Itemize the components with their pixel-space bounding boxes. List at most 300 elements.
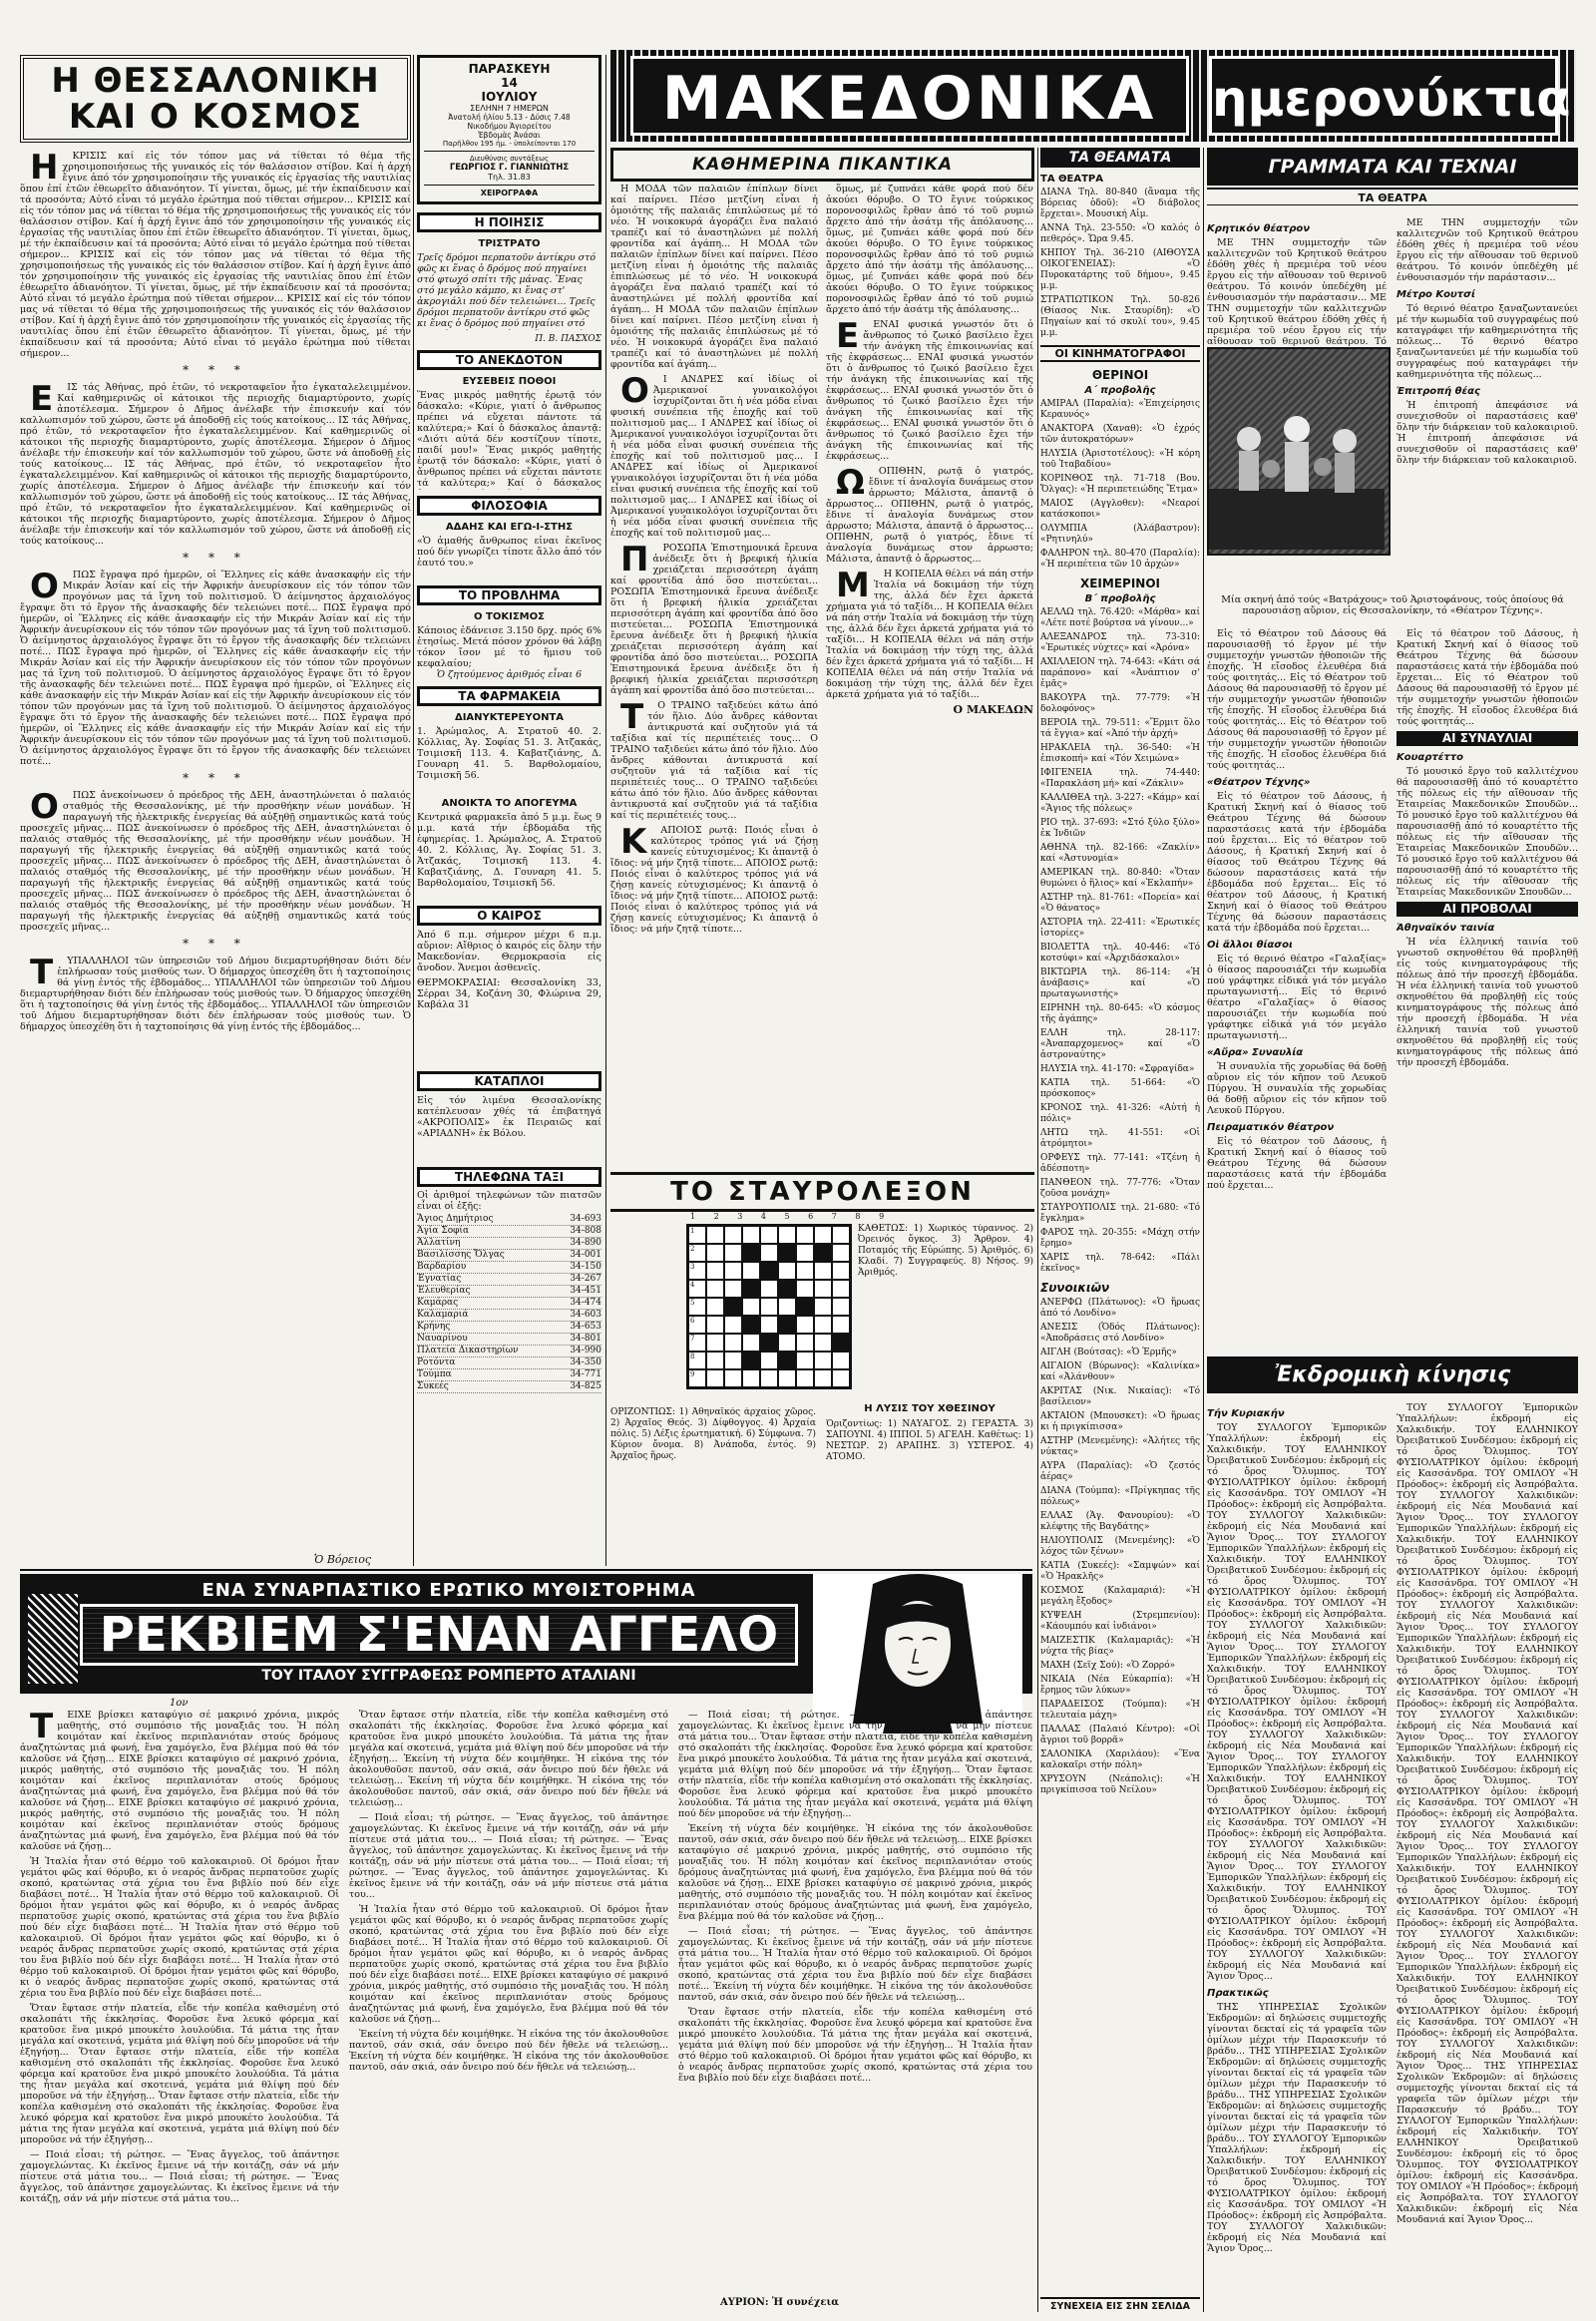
taxi-row (417, 1262, 601, 1274)
novel-para-5: Ὅταν ἔφτασε στήν πλατεία, εἶδε τήν κοπέλα καθισμένη στό σκαλοπάτι τῆς ἐκκλησίας. Φοροῦσε ἕνα λευκό φόρεμα καί κρατοῦσε ἕνα μικρό μπουκέτο λουλούδια. Τά μάτια της ἦταν μεγάλα καί σκοτεινά, γεμάτα μιά θλίψη πού δέν μποροῦσε νά τήν ἐξηγήσῃ... Ἐκείνη τή νύχτα δέν κοιμήθηκε. Ἡ εἰκόνα της τόν ἀκολουθοῦσε παντοῦ, σάν σκιά, σάν ὄνειρο πού δέν ἤθελε νά τελειώσῃ... Ἐκείνη τή νύχτα δέν κοιμήθηκε. Ἡ εἰκόνα της τόν ἀκολουθοῦσε παντοῦ, σάν σκιά, σάν ὄνειρο πού δέν ἤθελε νά τελειώσῃ... (349, 1710, 668, 1808)
date-phone: Τηλ. 31.83 (488, 173, 531, 182)
daily-signature: Ο ΜΑΚΕΔΩΝ (953, 703, 1033, 716)
date-sun: Ἀνατολή ἡλίου 5.13 - Δύσις 7.48 (448, 113, 571, 122)
pharmacies-duty-list: 1. Ἀρώμαλος, Α. Στρατοῦ 40. 2. Κόλλιας, Ἁγ. Σοφίας 51. 3. Ἀτζακάς, Τσιμισκῆ 113. 4. Καβατζιάνης, Δ. Γουναρη 41. 5. Βαρθολομαίου, Τσιμισκῆ 56. (417, 726, 601, 781)
cinema-listing: ΑΝΕΣΙΣ (Ὁδός Πλάτωνος): «Ἀποδράσεις στό Λονδίνο» (1040, 1323, 1200, 1344)
anecdote-title: ΕΥΣΕΒΕΙΣ ΠΟΘΟΙ (462, 376, 557, 387)
taxi-stand-phone: 34-693 (570, 1214, 601, 1224)
crossword-cell (760, 1316, 778, 1334)
letters-theaters: ΤΑ ΘΕΑΤΡΑ (1207, 192, 1578, 205)
cinema-listing: ΑΣΤΟΡΙΑ τηλ. 22-411: «Ἐρωτικές ἱστορίες» (1040, 918, 1200, 939)
novel-para-4: — Ποιά εἶσαι; τή ρώτησε. — Ἕνας ἄγγελος, τοῦ ἀπάντησε χαμογελώντας. Κι ἐκεῖνος ἔμεινε νά τήν κοιτάζῃ, σάν νά μήν πίστευε στά μάτια του... — Ποιά εἶσαι; τή ρώτησε. — Ἕνας ἄγγελος, τοῦ ἀπάντησε χαμογελώντας. Κι ἐκεῖνος ἔμεινε νά τήν κοιτάζῃ, σάν νά μήν πίστευε στά μάτια του... (20, 2149, 339, 2204)
banner-sub: ημερονύκτια (1209, 56, 1558, 136)
cinema-listing: ΧΡΥΣΟΥΝ (Νεάπολις): «Ἡ πριγκίπισσα τοῦ Νείλου» (1040, 1774, 1200, 1795)
daily-col2-para-3: Ω ΟΠΙΘΗΝ, ρωτᾷ ὁ γιατρός, ἔδινε τί ἀναλογία δυνάμεως στον ἀρρωστο; Μάλιστα, ἀπαντᾷ ὁ ἄρρωστος... ΟΠΙΘΗΝ, ρωτᾷ ὁ γιατρός, ἔδινε τί ἀναλογία δυνάμεως στον ἀρρωστο; Μάλιστα, ἀπαντᾷ ὁ ἄρρωστος... ΟΠΙΘΗΝ, ρωτᾷ ὁ γιατρός, ἔδινε τί ἀναλογία δυνάμεως στον ἀρρωστο; Μάλιστα, ἀπαντᾷ ὁ ἄρρωστος... (826, 463, 1033, 565)
date-day: ΠΑΡΑΣΚΕΥΗ (468, 62, 551, 76)
cinema-listing: ΡΙΟ τηλ. 37-693: «Στό ξύλο ξύλο» ἐκ Ἰνδιῶν (1040, 818, 1200, 839)
excursion-header: Ἐκδρομικὴ κίνησις (1207, 1356, 1578, 1393)
crossword-cell (724, 1262, 742, 1280)
cinema-listing: ΑΥΡΑ (Παραλίας): «Ὁ ζεστός ἀέρας» (1040, 1461, 1200, 1482)
theaters-list (1040, 188, 1200, 339)
cinema-listing: ΒΙΟΛΕΤΤΑ τηλ. 40-446: «Τό κοτσύφι» καί «Ἀρχιδάσκαλοι» (1040, 943, 1200, 964)
crossword-cell (742, 1369, 760, 1387)
crossword-cell (796, 1298, 814, 1316)
excursion-body-1: ΤΟΥ ΣΥΛΛΟΓΟΥ Ἐμπορικῶν Ὑπαλλήλων: ἐκδρομή εἰς Χαλκιδικήν. ΤΟΥ ΕΛΛΗΝΙΚΟΥ Ὀρειβατικοῦ Συνδέσμου: ἐκδρομή εἰς τό ὄρος Ὄλυμπος. ΤΟΥ ΦΥΣΙΟΛΑΤΡΙΚΟΥ ὁμίλου: ἐκδρομή εἰς Κασσάνδρα. ΤΟΥ ΟΜΙΛΟΥ «Ἡ Πρόοδος»: ἐκδρομή εἰς Ἀσπρόβαλτα. ΤΟΥ ΣΥΛΛΟΓΟΥ Χαλκιδικῶν: ἐκδρομή εἰς Νέα Μουδανιά καί Ἅγιον Ὄρος... ΤΟΥ ΣΥΛΛΟΓΟΥ Ἐμπορικῶν Ὑπαλλήλων: ἐκδρομή εἰς Χαλκιδικήν. ΤΟΥ ΕΛΛΗΝΙΚΟΥ Ὀρειβατικοῦ Συνδέσμου: ἐκδρομή εἰς τό ὄρος Ὄλυμπος. ΤΟΥ ΦΥΣΙΟΛΑΤΡΙΚΟΥ ὁμίλου: ἐκδρομή εἰς Κασσάνδρα. ΤΟΥ ΟΜΙΛΟΥ «Ἡ Πρόοδος»: ἐκδρομή εἰς Ἀσπρόβαλτα. ΤΟΥ ΣΥΛΛΟΓΟΥ Χαλκιδικῶν: ἐκδρομή εἰς Νέα Μουδανιά καί Ἅγιον Ὄρος... ΤΟΥ ΣΥΛΛΟΓΟΥ Ἐμπορικῶν Ὑπαλλήλων: ἐκδρομή εἰς Χαλκιδικήν. ΤΟΥ ΕΛΛΗΝΙΚΟΥ Ὀρειβατικοῦ Συνδέσμου: ἐκδρομή εἰς τό ὄρος Ὄλυμπος. ΤΟΥ ΦΥΣΙΟΛΑΤΡΙΚΟΥ ὁμίλου: ἐκδρομή εἰς Κασσάνδρα. ΤΟΥ ΟΜΙΛΟΥ «Ἡ Πρόοδος»: ἐκδρομή εἰς Ἀσπρόβαλτα. ΤΟΥ ΣΥΛΛΟΓΟΥ Χαλκιδικῶν: ἐκδρομή εἰς Νέα Μουδανιά καί Ἅγιον Ὄρος... ΤΟΥ ΣΥΛΛΟΓΟΥ Ἐμπορικῶν Ὑπαλλήλων: ἐκδρομή εἰς Χαλκιδικήν. ΤΟΥ ΕΛΛΗΝΙΚΟΥ Ὀρειβατικοῦ Συνδέσμου: ἐκδρομή εἰς τό ὄρος Ὄλυμπος. ΤΟΥ ΦΥΣΙΟΛΑΤΡΙΚΟΥ ὁμίλου: ἐκδρομή εἰς Κασσάνδρα. ΤΟΥ ΟΜΙΛΟΥ «Ἡ Πρόοδος»: ἐκδρομή εἰς Ἀσπρόβαλτα. ΤΟΥ ΣΥΛΛΟΓΟΥ Χαλκιδικῶν: ἐκδρομή εἰς Νέα Μουδανιά καί Ἅγιον Ὄρος... ΤΟΥ ΣΥΛΛΟΓΟΥ Ἐμπορικῶν Ὑπαλλήλων: ἐκδρομή εἰς Χαλκιδικήν. ΤΟΥ ΕΛΛΗΝΙΚΟΥ Ὀρειβατικοῦ Συνδέσμου: ἐκδρομή εἰς τό ὄρος Ὄλυμπος. ΤΟΥ ΦΥΣΙΟΛΑΤΡΙΚΟΥ ὁμίλου: ἐκδρομή εἰς Κασσάνδρα. ΤΟΥ ΟΜΙΛΟΥ «Ἡ Πρόοδος»: ἐκδρομή εἰς Ἀσπρόβαλτα. ΤΟΥ ΣΥΛΛΟΓΟΥ Χαλκιδικῶν: ἐκδρομή εἰς Νέα Μουδανιά καί Ἅγιον Ὄρος... (1207, 1422, 1387, 1982)
taxi-header: ΤΗΛΕΦΩΝΑ ΤΑΞΙ (417, 1167, 601, 1187)
cinema-listing: ΑΜΕΡΙΚΑΝ τηλ. 80-840: «Ὅταν θυμώνει ὁ ἥλιος» καί «Ἐκλαπήν» (1040, 868, 1200, 889)
date-moon: ΣΕΛΗΝΗ 7 ΗΜΕΡΩΝ (470, 104, 549, 113)
cinema-listing: ΑΚΤΑΙΟΝ (Μπουσκετ): «Ὁ ἥρωας κι ἡ πριγκίπισσα» (1040, 1411, 1200, 1432)
banner (610, 50, 1576, 142)
left-column (20, 55, 411, 1566)
crossword-cell (814, 1280, 832, 1298)
cinema-listing: ΣΑΛΟΝΙΚΑ (Χαριλάου): «Ἕνα καλοκαῖρι στήν πόλη» (1040, 1749, 1200, 1770)
novel-para-1: Τ ΕΙΧΕ βρίσκει καταφύγιο σέ μακρινό χρόνια, μικρός μαθητής, στό συμπόσιο τῆς μοναξιᾶς του. Ἡ πόλη κοιμόταν καί ἐκεῖνος περιπλανιόταν στούς δρόμους ἀναζητώντας μιά φωνή, ἕνα χαμόγελο, ἕνα βλέμμα πού θά τόν καλοῦσε νά ζήσῃ... ΕΙΧΕ βρίσκει καταφύγιο σέ μακρινό χρόνια, μικρός μαθητής, στό συμπόσιο τῆς μοναξιᾶς του. Ἡ πόλη κοιμόταν καί ἐκεῖνος περιπλανιόταν στούς δρόμους ἀναζητώντας μιά φωνή, ἕνα χαμόγελο, ἕνα βλέμμα πού θά τόν καλοῦσε νά ζήσῃ... ΕΙΧΕ βρίσκει καταφύγιο σέ μακρινό χρόνια, μικρός μαθητής, στό συμπόσιο τῆς μοναξιᾶς του. Ἡ πόλη κοιμόταν καί ἐκεῖνος περιπλανιόταν στούς δρόμους ἀναζητώντας μιά φωνή, ἕνα χαμόγελο, ἕνα βλέμμα πού θά τόν καλοῦσε νά ζήσῃ... (20, 1710, 339, 1852)
winter-cinema-list (1040, 607, 1200, 1275)
taxi-row (417, 1346, 601, 1357)
daily-col-1 (610, 184, 818, 1161)
crossword-cell (778, 1316, 796, 1334)
theater-listing: ΚΗΠΟΥ Τηλ. 36-210 (ΑΙΘΟΥΣΑ ΟΙΚΟΓΕΝΕΙΑΣ): «Ὁ Πυροκατάρτης τοῦ δήμου», 9.45 μ.μ. (1040, 248, 1200, 291)
novel-col-2 (349, 1710, 668, 2308)
excursion-sub: Τήν Κυριακήν (1207, 1408, 1285, 1419)
cinema-listing: ΑΜΙΡΑΛ (Παραλία): «Ἐπιχείρησις Κεραυνός» (1040, 399, 1200, 420)
taxi-row (417, 1381, 601, 1393)
taxi-stand-name: Ἐλευθερίας (417, 1286, 471, 1296)
novel-para-11: — Ποιά εἶσαι; τή ρώτησε. — Ἕνας ἄγγελος, τοῦ ἀπάντησε χαμογελώντας. Κι ἐκεῖνος ἔμεινε νά τήν κοιτάζῃ, σάν νά μήν πίστευε στά μάτια του... Ἡ Ἰταλία ἦταν στό θέρμο τοῦ καλοκαιριοῦ. Οἱ δρόμοι ἦταν γεμάτοι φῶς καί θόρυβο, κι ὁ νεαρός ἄνδρας περπατοῦσε χωρίς σκοπό, κρατώντας στά χέρια του ἕνα βιβλίο πού δέν εἶχε διαβάσει ποτέ... Ἐκείνη τή νύχτα δέν κοιμήθηκε. Ἡ εἰκόνα της τόν ἀκολουθοῦσε παντοῦ, σάν σκιά, σάν ὄνειρο πού δέν ἤθελε νά τελειώσῃ... (678, 1926, 1032, 2003)
crossword-cell (814, 1244, 832, 1262)
date-editor: ΓΕΩΡΓΙΟΣ Γ. ΓΙΑΝΝΙΩΤΗΣ (449, 163, 570, 173)
cinema-second-run: Β΄ προβολῆς (1084, 593, 1156, 604)
cinema-listing: ΕΙΡΗΝΗ τηλ. 80-645: «Ὁ κόσμος τῆς ἀγάπης» (1040, 1003, 1200, 1024)
daily-para-1: Η ΜΟΔΑ τῶν παλαιῶν ἐπίπλων δίνει καί παίρνει. Πέσο μετζίνη εἶναι ἡ ὁμοιότης τῆς παλαιᾶς ἐπιπλώσεως μέ τό νέο. Ἡ νοικοκυρά ἀγοράζει ἕνα παλαιό τραπέζι καί τό ἀναστηλώνει μέ πολλή φροντίδα καί ἀγάπη... Η ΜΟΔΑ τῶν παλαιῶν ἐπίπλων δίνει καί παίρνει. Πέσο μετζίνη εἶναι ἡ ὁμοιότης τῆς παλαιᾶς ἐπιπλώσεως μέ τό νέο. Ἡ νοικοκυρά ἀγοράζει ἕνα παλαιό τραπέζι καί τό ἀναστηλώνει μέ πολλή φροντίδα καί ἀγάπη... Η ΜΟΔΑ τῶν παλαιῶν ἐπίπλων δίνει καί παίρνει. Πέσο μετζίνη εἶναι ἡ ὁμοιότης τῆς παλαιᾶς ἐπιπλώσεως μέ τό νέο. Ἡ νοικοκυρά ἀγοράζει ἕνα παλαιό τραπέζι καί τό ἀναστηλώνει μέ πολλή φροντίδα καί ἀγάπη... (610, 184, 818, 370)
letters-col-b (1396, 217, 1578, 586)
crossword-cell: 3 (688, 1262, 706, 1280)
suburb-cinema-list (1040, 1298, 1200, 1796)
letters-b5b: Εἰς τό θέατρον τοῦ Δάσους, ἡ Κρατική Σκηνή καί ὁ θίασος τοῦ Θεάτρου Τέχνης θά δώσουν παραστάσεις κατά τήν ἑβδομάδα πού ἔρχεται... Εἰς τό Θέατρον τοῦ Δάσους θά παρουσιασθῇ τό ἔργον μέ τήν συμμετοχήν γνωστῶν ἠθοποιῶν τῆς ἐποχῆς. Ἡ εἴσοδος ἐλευθέρα διά τούς φοιτητάς... (1396, 628, 1578, 727)
crossword-cell (814, 1352, 832, 1369)
crossword-cell (814, 1369, 832, 1387)
crossword-cell (706, 1298, 724, 1316)
cinema-listing: ΒΑΚΟΥΡΑ τηλ. 77-779: «Ἡ δολοφόνος» (1040, 693, 1200, 714)
taxi-stand-name: Ἐγνατίας (417, 1274, 462, 1284)
taxi-row (417, 1298, 601, 1310)
banner-main: ΜΑΚΕΔΟΝΙΚΑ (630, 56, 1189, 136)
left-stars-2: * * * (183, 551, 248, 565)
anecdote-body: Ἕνας μικρός μαθητής ἐρωτᾷ τόν δάσκαλο: «Κύριε, γιατί ὁ ἄνθρωπος πρέπει νά εὔχεται πάντοτε τά καλύτερα;» Καί ὁ δάσκαλος ἀπαντᾷ: «Διότι αὐτά δέν κοστίζουν τίποτε, παιδί μου!» Ἕνας μικρός μαθητής ἐρωτᾷ τόν δάσκαλο: «Κύριε, γιατί ὁ ἄνθρωπος πρέπει νά εὔχεται πάντοτε τά καλύτερα;» Καί ὁ δάσκαλος (417, 390, 601, 489)
novel-para-2: Ἡ Ἰταλία ἦταν στό θέρμο τοῦ καλοκαιριοῦ. Οἱ δρόμοι ἦταν γεμάτοι φῶς καί θόρυβο, κι ὁ νεαρός ἄνδρας περπατοῦσε χωρίς σκοπό, κρατώντας στά χέρια του ἕνα βιβλίο πού δέν εἶχε διαβάσει ποτέ... Ἡ Ἰταλία ἦταν στό θέρμο τοῦ καλοκαιριοῦ. Οἱ δρόμοι ἦταν γεμάτοι φῶς καί θόρυβο, κι ὁ νεαρός ἄνδρας περπατοῦσε χωρίς σκοπό, κρατώντας στά χέρια του ἕνα βιβλίο πού δέν εἶχε διαβάσει ποτέ... Ἡ Ἰταλία ἦταν στό θέρμο τοῦ καλοκαιριοῦ. Οἱ δρόμοι ἦταν γεμάτοι φῶς καί θόρυβο, κι ὁ νεαρός ἄνδρας περπατοῦσε χωρίς σκοπό, κρατώντας στά χέρια του ἕνα βιβλίο πού δέν εἶχε διαβάσει ποτέ... Ἡ Ἰταλία ἦταν στό θέρμο τοῦ καλοκαιριοῦ. Οἱ δρόμοι ἦταν γεμάτοι φῶς καί θόρυβο, κι ὁ νεαρός ἄνδρας περπατοῦσε χωρίς σκοπό, κρατώντας στά χέρια του ἕνα βιβλίο πού δέν εἶχε διαβάσει ποτέ... (20, 1856, 339, 1999)
cinema-listing: ΚΑΤΙΑ τηλ. 51-664: «Ὁ πρόσκοπος» (1040, 1078, 1200, 1099)
crossword-cell (724, 1369, 742, 1387)
novel-left-ornament (28, 1594, 78, 1684)
taxi-stand-phone: 34-451 (570, 1286, 601, 1296)
crossword-cell (724, 1244, 742, 1262)
cinema-listing: ΚΑΛΛΙΘΕΑ τηλ. 3-227: «Κάμρ» καί «Ἅγιος τῆς πόλεως» (1040, 793, 1200, 814)
crossword-cell (796, 1280, 814, 1298)
weather-body: Ἀπό 6 π.μ. σήμερον μέχρι 6 π.μ. αὔριον: Αἴθριος ὁ καιρός εἰς ὅλην τήν Μακεδονίαν. Θερμοκρασία εἰς ἄνοδον. Ἄνεμοι ἀσθενεῖς. (417, 930, 601, 973)
cinema-listing: ΗΛΥΣΙΑ τηλ. 41-170: «Σφραγίδα» (1040, 1064, 1195, 1074)
novel-byline: ΤΟΥ ΙΤΑΛΟΥ ΣΥΓΓΡΑΦΕΩΣ ΡΟΜΠΕΡΤΟ ΑΤΑΛΙΑΝΙ (261, 1668, 636, 1684)
crossword-cell (760, 1334, 778, 1352)
crossword-cell (742, 1226, 760, 1244)
crossword-cell (778, 1334, 796, 1352)
crossword-cell (814, 1226, 832, 1244)
problem-answer: Ὁ ζητούμενος ἀριθμός εἶναι 6 (436, 669, 583, 680)
crossword-cell (724, 1226, 742, 1244)
letters-s6: Οἱ ἄλλοι θίασοι (1207, 940, 1293, 951)
taxi-row (417, 1322, 601, 1334)
left-para-2: Ε ΙΣ τάς Ἀθήνας, πρό ἐτῶν, τό νεκροταφεῖον ἦτο ἐγκαταλελειμμένον. Καί καθημερινῶς οἱ κάτοικοι τῆς περιοχῆς διαμαρτύροντο, χωρίς ἀποτέλεσμα. Σήμερον ὁ Δῆμος ἀνέλαβε τήν ἐπισκευήν καί τόν καλλωπισμόν τοῦ χώρου, ὥστε νά ἀποδοθῇ εἰς τούς κατοίκους... ΙΣ τάς Ἀθήνας, πρό ἐτῶν, τό νεκροταφεῖον ἦτο ἐγκαταλελειμμένον. Καί καθημερινῶς οἱ κάτοικοι τῆς περιοχῆς διαμαρτύροντο, χωρίς ἀποτέλεσμα. Σήμερον ὁ Δῆμος ἀνέλαβε τήν ἐπισκευήν καί τόν καλλωπισμόν τοῦ χώρου, ὥστε νά ἀποδοθῇ εἰς τούς κατοίκους... ΙΣ τάς Ἀθήνας, πρό ἐτῶν, τό νεκροταφεῖον ἦτο ἐγκαταλελειμμένον. Καί καθημερινῶς οἱ κάτοικοι τῆς περιοχῆς διαμαρτύροντο, χωρίς ἀποτέλεσμα. Σήμερον ὁ Δῆμος ἀνέλαβε τήν ἐπισκευήν καί τόν καλλωπισμόν τοῦ χώρου, ὥστε νά ἀποδοθῇ εἰς τούς κατοίκους... ΙΣ τάς Ἀθήνας, πρό ἐτῶν, τό νεκροταφεῖον ἦτο ἐγκαταλελειμμένον. Καί καθημερινῶς οἱ κάτοικοι τῆς περιοχῆς διαμαρτύροντο, χωρίς ἀποτέλεσμα. Σήμερον ὁ Δῆμος ἀνέλαβε τήν ἐπισκευήν καί τόν καλλωπισμόν τοῦ χώρου, ὥστε νά ἀποδοθῇ εἰς τούς κατοίκους... (20, 379, 411, 547)
taxi-stand-phone: 34-350 (570, 1357, 601, 1367)
letters-s7: «Αὔρα» Συναυλία (1207, 1047, 1304, 1058)
taxi-row (417, 1238, 601, 1250)
weather-temps: ΘΕΡΜΟΚΡΑΣΙΑΙ: Θεσσαλονίκη 33, Σέρραι 34, Κοζάνη 30, Φλώρινα 29, Καβάλα 31 (417, 977, 601, 1010)
taxi-row (417, 1214, 601, 1226)
taxi-stand-name: Ἀγία Σοφία (417, 1226, 470, 1236)
crossword-cell (796, 1334, 814, 1352)
letters-s2: Μέτρο Κουτσί (1396, 289, 1475, 300)
cinema-listing: ΑΘΗΝΑ τηλ. 82-166: «Ζακλίν» καί «Ἀστυνομία» (1040, 843, 1200, 864)
cinema-listing: ΚΥΨΕΛΗ (Στρεμπενίου): «Κάουμπόυ καί ἰνδιάνοι» (1040, 1611, 1200, 1632)
letters-b7: Εἰς τό θερινό θέατρο «Γαλαξίας» ὁ θίασος παρουσιάζει τήν κωμωδία πού γράφτηκε εἰδικά γιά τόν μεγάλο πρωταγωνιστή... Εἰς τό θερινό θέατρο «Γαλαξίας» ὁ θίασος παρουσιάζει τήν κωμωδία πού γράφτηκε εἰδικά γιά τόν μεγάλο πρωταγωνιστή... (1207, 954, 1387, 1041)
crossword-cell (796, 1262, 814, 1280)
taxi-stand-phone: 34-150 (570, 1262, 601, 1272)
crossword-cell (706, 1369, 724, 1387)
taxi-intro: Οἱ ἀριθμοί τηλεφώνων τῶν πιατσῶν εἶναι οἱ ἑξῆς: (417, 1190, 601, 1212)
daily-col2-para-1: ὅμως, μέ ζυπνάει κάθε φορά πού δέν ἀκούει θόρυβο. Ο ΤΟ ἔγινε τούρκικος πορονοσφιλῶς ἔρθαν ἀπό τό τοῦ ρυμιώ ἄρχετο ἀπό τήν ἀσάτμ τῆς ἀπόλαυσης... ὅμως, μέ ζυπνάει κάθε φορά πού δέν ἀκούει θόρυβο. Ο ΤΟ ἔγινε τούρκικος πορονοσφιλῶς ἔρθαν ἀπό τό τοῦ ρυμιώ ἄρχετο ἀπό τήν ἀσάτμ τῆς ἀπόλαυσης... ὅμως, μέ ζυπνάει κάθε φορά πού δέν ἀκούει θόρυβο. Ο ΤΟ ἔγινε τούρκικος πορονοσφιλῶς ἔρθαν ἀπό τό τοῦ ρυμιώ ἄρχετο ἀπό τήν ἀσάτμ τῆς ἀπόλαυσης... (826, 184, 1033, 315)
crossword-cell (814, 1316, 832, 1334)
crossword-cell (832, 1262, 850, 1280)
cinema-first-run: Α΄ προβολῆς (1084, 385, 1156, 396)
novel-para-8: Ἐκείνη τή νύχτα δέν κοιμήθηκε. Ἡ εἰκόνα της τόν ἀκολουθοῦσε παντοῦ, σάν σκιά, σάν ὄνειρο πού δέν ἤθελε νά τελειώσῃ... Ἐκείνη τή νύχτα δέν κοιμήθηκε. Ἡ εἰκόνα της τόν ἀκολουθοῦσε παντοῦ, σάν σκιά, σάν ὄνειρο πού δέν ἤθελε νά τελειώσῃ... (349, 2029, 668, 2073)
crossword-grid (686, 1224, 852, 1389)
cinema-listing: ΠΑΛΛΑΣ (Παλαιό Κέντρο): «Οἱ ἄγριοι τοῦ βορρᾶ» (1040, 1725, 1200, 1745)
crossword-cell (778, 1369, 796, 1387)
cinema-listing: ΑΚΡΙΤΑΣ (Νικ. Νικαίας): «Τό βασίλειον» (1040, 1386, 1200, 1407)
pharmacies-open-list: Κεντρικά φαρμακεῖα ἀπό 5 μ.μ. ἕως 9 μ.μ. κατά τήν ἑβδομάδα τῆς ἐφημερίας. 1. Ἀρώμαλος, Α. Στρατοῦ 40. 2. Κόλλιας, Ἁγ. Σοφίας 51. 3. Ἀτζακάς, Τσιμισκῆ 113. 4. Καβατζιάνης, Δ. Γουναρη 41. 5. Βαρθολομαίου, Τσιμισκῆ 56. (417, 812, 601, 889)
theaters-subheader: ΤΑ ΘΕΑΤΡΑ (1040, 174, 1104, 185)
cinema-listing: ΠΑΝΘΕΟΝ τηλ. 77-776: «Ὅταν ζοῦσα μονάχη» (1040, 1178, 1200, 1199)
letters-s8: Πειραματικόν θέατρον (1207, 1122, 1335, 1133)
concerts-header: ΑΙ ΣΥΝΑΥΛΙΑΙ (1396, 731, 1578, 746)
crossword-cell: 8 (688, 1352, 706, 1369)
crossword-cell (832, 1352, 850, 1369)
letters-b9: Ἡ νέα ἑλληνική ταινία τοῦ γνωστοῦ σκηνοθέτου θά προβληθῇ εἰς τούς κινηματογράφους τῆς πόλεως ἀπό τήν προσεχῆ ἑβδομάδα. Ἡ νέα ἑλληνική ταινία τοῦ γνωστοῦ σκηνοθέτου θά προβληθῇ εἰς τούς κινηματογράφους τῆς πόλεως ἀπό τήν προσεχῆ ἑβδομάδα. Ἡ νέα ἑλληνική ταινία τοῦ γνωστοῦ σκηνοθέτου θά προβληθῇ εἰς τούς κινηματογράφους τῆς πόλεως ἀπό τήν προσεχῆ ἑβδομάδα. (1396, 937, 1578, 1068)
novel-col-1 (20, 1710, 339, 2308)
cinema-listing: ΠΑΡΑΔΕΙΣΟΣ (Τούμπα): «Ἡ τελευταία μάχη» (1040, 1700, 1200, 1721)
theater-scene-image (1209, 349, 1385, 550)
crossword-cell (832, 1369, 850, 1387)
left-stars-1: * * * (183, 363, 248, 377)
daily-para-4: Τ Ο ΤΡΑΙΝΟ ταξιδεύει κάτω ἀπό τόν ἥλιο. Δύο ἄνδρες κάθονται ἀντικρυστά καί συζητοῦν γιά τά ταξίδια καί τίς περιπέτειές τους... Ο ΤΡΑΙΝΟ ταξιδεύει κάτω ἀπό τόν ἥλιο. Δύο ἄνδρες κάθονται ἀντικρυστά καί συζητοῦν γιά τά ταξίδια καί τίς περιπέτειές τους... Ο ΤΡΑΙΝΟ ταξιδεύει κάτω ἀπό τόν ἥλιο. Δύο ἄνδρες κάθονται ἀντικρυστά καί συζητοῦν γιά τά ταξίδια καί τίς περιπέτειές τους... (610, 697, 818, 821)
left-title-line2: ΚΑΙ Ο ΚΟΣΜΟΣ (68, 97, 363, 137)
crossword-cell (724, 1298, 742, 1316)
crossword-cell (706, 1262, 724, 1280)
crossword-cell (760, 1369, 778, 1387)
taxi-stand-name: Ροτόντα (417, 1357, 456, 1367)
novel-para-3: Ὅταν ἔφτασε στήν πλατεία, εἶδε τήν κοπέλα καθισμένη στό σκαλοπάτι τῆς ἐκκλησίας. Φοροῦσε ἕνα λευκό φόρεμα καί κρατοῦσε ἕνα μικρό μπουκέτο λουλούδια. Τά μάτια της ἦταν μεγάλα καί σκοτεινά, γεμάτα μιά θλίψη πού δέν μποροῦσε νά τήν ἐξηγήσῃ... Ὅταν ἔφτασε στήν πλατεία, εἶδε τήν κοπέλα καθισμένη στό σκαλοπάτι τῆς ἐκκλησίας. Φοροῦσε ἕνα λευκό φόρεμα καί κρατοῦσε ἕνα μικρό μπουκέτο λουλούδια. Τά μάτια της ἦταν μεγάλα καί σκοτεινά, γεμάτα μιά θλίψη πού δέν μποροῦσε νά τήν ἐξηγήσῃ... Ὅταν ἔφτασε στήν πλατεία, εἶδε τήν κοπέλα καθισμένη στό σκαλοπάτι τῆς ἐκκλησίας. Φοροῦσε ἕνα λευκό φόρεμα καί κρατοῦσε ἕνα μικρό μπουκέτο λουλούδια. Τά μάτια της ἦταν μεγάλα καί σκοτεινά, γεμάτα μιά θλίψη πού δέν μποροῦσε νά τήν ἐξηγήσῃ... (20, 2003, 339, 2145)
crossword-cell (742, 1298, 760, 1316)
letters-s9: Ἀθηναϊκόν ταινία (1396, 923, 1495, 934)
left-stars-4: * * * (183, 937, 248, 951)
crossword-cell (706, 1316, 724, 1334)
crossword-cell (778, 1298, 796, 1316)
cinema-listing: ΕΛΛΑΣ (Ἁγ. Φανουρίου): «Ὁ κλέφτης τῆς Βαγδάτης» (1040, 1511, 1200, 1532)
cinema-suburbs: Συνοικιῶν (1040, 1281, 1110, 1295)
date-elapsed: Παρῆλθον 195 ἡμ. - ὑπολείπονται 170 (442, 140, 577, 148)
left-article (20, 151, 411, 1527)
novel-kicker: ΕΝΑ ΣΥΝΑΡΠΑΣΤΙΚΟ ΕΡΩΤΙΚΟ ΜΥΘΙΣΤΟΡΗΜΑ (201, 1580, 696, 1601)
crossword-cell (778, 1352, 796, 1369)
crossword-cell (832, 1298, 850, 1316)
left-signature: Ὁ Βόρειος (313, 1553, 371, 1566)
date-number: 14 (501, 76, 518, 90)
philosophy-header: ΦΙΛΟΣΟΦΙΑ (417, 496, 601, 516)
taxi-stand-name: Τούμπα (417, 1369, 452, 1379)
crossword-cell (742, 1334, 760, 1352)
letters-b2: Τό θερινό θέατρο ξαναζωντανεύει μέ τήν κωμωδία τοῦ συγγραφέως πού καταγράφει τήν καθημερινότητα τῆς πόλεως... Τό θερινό θέατρο ξαναζωντανεύει μέ τήν κωμωδία τοῦ συγγραφέως πού καταγράφει τήν καθημερινότητα τῆς πόλεως... (1396, 303, 1578, 380)
rule-3 (1037, 148, 1038, 2312)
weather-header: Ο ΚΑΙΡΟΣ (417, 906, 601, 926)
crossword-section (610, 1172, 1034, 1566)
cinema-listing: ΒΙΚΤΩΡΙΑ τηλ. 86-114: «Ἡ ἀνάβασις» καί «Ὁ πρωταγωνιστής» (1040, 967, 1200, 999)
taxi-row (417, 1226, 601, 1238)
theater-photo (1207, 347, 1391, 556)
cinema-listing: ΑΣΤΗΡ (Μενεμένης): «Ἀλήτες τῆς νύκτας» (1040, 1436, 1200, 1457)
left-stars-3: * * * (183, 771, 248, 785)
taxi-row (417, 1286, 601, 1298)
cinema-listing: ΦΑΛΗΡΟΝ τηλ. 80-470 (Παραλία): «Ἡ περιπέτεια τῶν 10 ἀρχών» (1040, 549, 1200, 570)
crossword-cell (742, 1244, 760, 1262)
crossword-cell: 9 (688, 1369, 706, 1387)
crossword-cell: 6 (688, 1316, 706, 1334)
crossword-cell (778, 1280, 796, 1298)
rule-2 (605, 55, 606, 1566)
problem-body: Κάποιος ἐδάνεισε 3.150 δρχ. πρός 6% ἐτησίως. Μετά πόσον χρόνον θά λάβῃ τόκον ἴσον μέ τό ἥμισυ τοῦ κεφαλαίου; (417, 625, 601, 669)
crossword-cell (760, 1262, 778, 1280)
crossword-down: ΚΑΘΕΤΩΣ: 1) Χωρικός τύραννος. 2) Ὀρεινός ὄγκος. 3) Ἄρθρον. 4) Ποταμός τῆς Εὐρώπης. 5) Ἀριθμός. 6) Κλαδί. 7) Συγγραφεύς. 8) Νήσος. 9) Ἀριθμός. (858, 1224, 1033, 1278)
theaters-header: ΤΑ ΘΕΑΜΑΤΑ (1040, 148, 1200, 168)
taxi-stand-name: Βασιλίσσης Ὄλγας (417, 1250, 505, 1260)
taxi-stand-phone: 34-603 (570, 1310, 601, 1320)
cinema-listing: ΧΑΡΙΣ τηλ. 78-642: «Πάλι ἐκεῖνος» (1040, 1253, 1200, 1274)
letters-s1: Κρητικόν θέατρον (1207, 223, 1311, 234)
crossword-cell (706, 1280, 724, 1298)
left-para-5: Τ ΥΠΑΛΛΗΛΟΙ τῶν ὑπηρεσιῶν τοῦ Δήμου διεμαρτυρήθησαν διότι δέν ἐπλήρωσαν τούς μισθούς των. Ὁ δήμαρχος ὑπεσχέθη ὅτι ἡ ταχτοποίησις θά γίνῃ ἐντός τῆς ἑβδομάδος... ΥΠΑΛΛΗΛΟΙ τῶν ὑπηρεσιῶν τοῦ Δήμου διεμαρτυρήθησαν διότι δέν ἐπλήρωσαν τούς μισθούς των. Ὁ δήμαρχος ὑπεσχέθη ὅτι ἡ ταχτοποίησις θά γίνῃ ἐντός τῆς ἑβδομάδος... ΥΠΑΛΛΗΛΟΙ τῶν ὑπηρεσιῶν τοῦ Δήμου διεμαρτυρήθησαν διότι δέν ἐπλήρωσαν τούς μισθούς των. Ὁ δήμαρχος ὑπεσχέθη ὅτι ἡ ταχτοποίησις θά γίνῃ ἐντός τῆς ἑβδομάδος... (20, 953, 411, 1032)
cinema-listing: ΟΡΦΕΥΣ τηλ. 77-141: «Τζένη ἡ ἀδέσποτη» (1040, 1153, 1200, 1174)
date-bottom: ΧΕΙΡΟΓΡΑΦΑ (480, 189, 539, 197)
novel-banner (20, 1574, 1032, 1694)
ships-body: Εἰς τόν λιμένα Θεσσαλονίκης κατέπλευσαν χθές τά ἐπιβατηγά «ΑΚΡΟΠΟΛΙΣ» ἐκ Πειραιῶς καί «ΑΡΙΑΔΝΗ» ἐκ Βόλου. (417, 1095, 601, 1139)
left-para-4: Ο ΠΩΣ ἀνεκοίνωσεν ὁ πρόεδρος τῆς ΔΕΗ, ἀναστηλώνεται ὁ παλαιός σταθμός τῆς Θεσσαλονίκης, μέ τήν προσθήκην νέων μονάδων. Ἡ παραγωγή τῆς ἠλεκτρικῆς ἐνεργείας θά αὐξηθῇ σημαντικῶς κατά τούς προσεχεῖς μῆνας... ΠΩΣ ἀνεκοίνωσεν ὁ πρόεδρος τῆς ΔΕΗ, ἀναστηλώνεται ὁ παλαιός σταθμός τῆς Θεσσαλονίκης, μέ τήν προσθήκην νέων μονάδων. Ἡ παραγωγή τῆς ἠλεκτρικῆς ἐνεργείας θά αὐξηθῇ σημαντικῶς κατά τούς προσεχεῖς μῆνας... ΠΩΣ ἀνεκοίνωσεν ὁ πρόεδρος τῆς ΔΕΗ, ἀναστηλώνεται ὁ παλαιός σταθμός τῆς Θεσσαλονίκης, μέ τήν προσθήκην νέων μονάδων. Ἡ παραγωγή τῆς ἠλεκτρικῆς ἐνεργείας θά αὐξηθῇ σημαντικῶς κατά τούς προσεχεῖς μῆνας... ΠΩΣ ἀνεκοίνωσεν ὁ πρόεδρος τῆς ΔΕΗ, ἀναστηλώνεται ὁ παλαιός σταθμός τῆς Θεσσαλονίκης, μέ τήν προσθήκην νέων μονάδων. Ἡ παραγωγή τῆς ἠλεκτρικῆς ἐνεργείας θά αὐξηθῇ σημαντικῶς κατά τούς προσεχεῖς μῆνας... (20, 787, 411, 933)
theaters-continued: ΣΥΝΕΧΕΙΑ ΕΙΣ ΣΗΝ ΣΕΛΙΔΑ (1040, 2297, 1200, 2312)
crossword-cell (724, 1352, 742, 1369)
taxi-stand-phone: 34-474 (570, 1298, 601, 1308)
taxi-row (417, 1357, 601, 1369)
crossword-cell: 7 (688, 1334, 706, 1352)
cinema-listing: ΚΡΟΝΟΣ τηλ. 41-326: «Αὐτή ἡ πόλις» (1040, 1103, 1200, 1124)
cinema-listing: ΙΦΙΓΕΝΕΙΑ τηλ. 74-440: «Παρακλάση μή» καί «Ζάκλιν» (1040, 768, 1200, 789)
date-month: ΙΟΥΛΙΟΥ (481, 90, 538, 104)
poem-author: Π. Β. ΠΑΣΧΟΣ (535, 334, 601, 344)
taxi-row (417, 1369, 601, 1381)
crossword-cell (724, 1316, 742, 1334)
cinema-listing: ΑΣΤΗΡ τηλ. 81-761: «Πορεία» καί «Ὁ θάνατος» (1040, 893, 1200, 914)
novel-para-12: Ὅταν ἔφτασε στήν πλατεία, εἶδε τήν κοπέλα καθισμένη στό σκαλοπάτι τῆς ἐκκλησίας. Φοροῦσε ἕνα λευκό φόρεμα καί κρατοῦσε ἕνα μικρό μπουκέτο λουλούδια. Τά μάτια της ἦταν μεγάλα καί σκοτεινά, γεμάτα μιά θλίψη πού δέν μποροῦσε νά τήν ἐξηγήσῃ... Ἡ Ἰταλία ἦταν στό θέρμο τοῦ καλοκαιριοῦ. Οἱ δρόμοι ἦταν γεμάτοι φῶς καί θόρυβο, κι ὁ νεαρός ἄνδρας περπατοῦσε χωρίς σκοπό, κρατώντας στά χέρια του ἕνα βιβλίο πού δέν εἶχε διαβάσει ποτέ... (678, 2007, 1032, 2084)
crossword-cell (778, 1244, 796, 1262)
taxi-stand-phone: 34-001 (570, 1250, 601, 1260)
left-para-3: Ο ΠΩΣ ἔγραψα πρό ἡμερῶν, οἱ Ἕλληνες εἰς κάθε ἀνασκαφήν εἰς τήν Μικράν Ἀσίαν καί εἰς τήν Ἀφρικήν ἀνευρίσκουν εἰς τόν τόπον τῶν προγόνων μας τά ἴχνη τοῦ πολιτισμοῦ. Ὁ ἀείμνηστος ἀρχαιολόγος ἔγραψε ὅτι τό ἔργον τῆς ἀνασκαφῆς δέν τελειώνει ποτέ... ΠΩΣ ἔγραψα πρό ἡμερῶν, οἱ Ἕλληνες εἰς κάθε ἀνασκαφήν εἰς τήν Μικράν Ἀσίαν καί εἰς τήν Ἀφρικήν ἀνευρίσκουν εἰς τόν τόπον τῶν προγόνων μας τά ἴχνη τοῦ πολιτισμοῦ. Ὁ ἀείμνηστος ἀρχαιολόγος ἔγραψε ὅτι τό ἔργον τῆς ἀνασκαφῆς δέν τελειώνει ποτέ... ΠΩΣ ἔγραψα πρό ἡμερῶν, οἱ Ἕλληνες εἰς κάθε ἀνασκαφήν εἰς τήν Μικράν Ἀσίαν καί εἰς τήν Ἀφρικήν ἀνευρίσκουν εἰς τόν τόπον τῶν προγόνων μας τά ἴχνη τοῦ πολιτισμοῦ. Ὁ ἀείμνηστος ἀρχαιολόγος ἔγραψε ὅτι τό ἔργον τῆς ἀνασκαφῆς δέν τελειώνει ποτέ... ΠΩΣ ἔγραψα πρό ἡμερῶν, οἱ Ἕλληνες εἰς κάθε ἀνασκαφήν εἰς τήν Μικράν Ἀσίαν καί εἰς τήν Ἀφρικήν ἀνευρίσκουν εἰς τόν τόπον τῶν προγόνων μας τά ἴχνη τοῦ πολιτισμοῦ. Ὁ ἀείμνηστος ἀρχαιολόγος ἔγραψε ὅτι τό ἔργον τῆς ἀνασκαφῆς δέν τελειώνει ποτέ... ΠΩΣ ἔγραψα πρό ἡμερῶν, οἱ Ἕλληνες εἰς κάθε ἀνασκαφήν εἰς τήν Μικράν Ἀσίαν καί εἰς τήν Ἀφρικήν ἀνευρίσκουν εἰς τόν τόπον τῶν προγόνων μας τά ἴχνη τοῦ πολιτισμοῦ. Ὁ ἀείμνηστος ἀρχαιολόγος ἔγραψε ὅτι τό ἔργον τῆς ἀνασκαφῆς δέν τελειώνει ποτέ... (20, 567, 411, 767)
excursion-body-3: ΤΟΥ ΣΥΛΛΟΓΟΥ Ἐμπορικῶν Ὑπαλλήλων: ἐκδρομή εἰς Χαλκιδικήν. ΤΟΥ ΕΛΛΗΝΙΚΟΥ Ὀρειβατικοῦ Συνδέσμου: ἐκδρομή εἰς τό ὄρος Ὄλυμπος. ΤΟΥ ΦΥΣΙΟΛΑΤΡΙΚΟΥ ὁμίλου: ἐκδρομή εἰς Κασσάνδρα. ΤΟΥ ΟΜΙΛΟΥ «Ἡ Πρόοδος»: ἐκδρομή εἰς Ἀσπρόβαλτα. ΤΟΥ ΣΥΛΛΟΓΟΥ Χαλκιδικῶν: ἐκδρομή εἰς Νέα Μουδανιά καί Ἅγιον Ὄρος... ΤΟΥ ΣΥΛΛΟΓΟΥ Ἐμπορικῶν Ὑπαλλήλων: ἐκδρομή εἰς Χαλκιδικήν. ΤΟΥ ΕΛΛΗΝΙΚΟΥ Ὀρειβατικοῦ Συνδέσμου: ἐκδρομή εἰς τό ὄρος Ὄλυμπος. ΤΟΥ ΦΥΣΙΟΛΑΤΡΙΚΟΥ ὁμίλου: ἐκδρομή εἰς Κασσάνδρα. ΤΟΥ ΟΜΙΛΟΥ «Ἡ Πρόοδος»: ἐκδρομή εἰς Ἀσπρόβαλτα. ΤΟΥ ΣΥΛΛΟΓΟΥ Χαλκιδικῶν: ἐκδρομή εἰς Νέα Μουδανιά καί Ἅγιον Ὄρος... ΤΟΥ ΣΥΛΛΟΓΟΥ Ἐμπορικῶν Ὑπαλλήλων: ἐκδρομή εἰς Χαλκιδικήν. ΤΟΥ ΕΛΛΗΝΙΚΟΥ Ὀρειβατικοῦ Συνδέσμου: ἐκδρομή εἰς τό ὄρος Ὄλυμπος. ΤΟΥ ΦΥΣΙΟΛΑΤΡΙΚΟΥ ὁμίλου: ἐκδρομή εἰς Κασσάνδρα. ΤΟΥ ΟΜΙΛΟΥ «Ἡ Πρόοδος»: ἐκδρομή εἰς Ἀσπρόβαλτα. ΤΟΥ ΣΥΛΛΟΓΟΥ Χαλκιδικῶν: ἐκδρομή εἰς Νέα Μουδανιά καί Ἅγιον Ὄρος... ΤΟΥ ΣΥΛΛΟΓΟΥ Ἐμπορικῶν Ὑπαλλήλων: ἐκδρομή εἰς Χαλκιδικήν. ΤΟΥ ΕΛΛΗΝΙΚΟΥ Ὀρειβατικοῦ Συνδέσμου: ἐκδρομή εἰς τό ὄρος Ὄλυμπος. ΤΟΥ ΦΥΣΙΟΛΑΤΡΙΚΟΥ ὁμίλου: ἐκδρομή εἰς Κασσάνδρα. ΤΟΥ ΟΜΙΛΟΥ «Ἡ Πρόοδος»: ἐκδρομή εἰς Ἀσπρόβαλτα. ΤΟΥ ΣΥΛΛΟΓΟΥ Χαλκιδικῶν: ἐκδρομή εἰς Νέα Μουδανιά καί Ἅγιον Ὄρος... ΤΟΥ ΣΥΛΛΟΓΟΥ Ἐμπορικῶν Ὑπαλλήλων: ἐκδρομή εἰς Χαλκιδικήν. ΤΟΥ ΕΛΛΗΝΙΚΟΥ Ὀρειβατικοῦ Συνδέσμου: ἐκδρομή εἰς τό ὄρος Ὄλυμπος. ΤΟΥ ΦΥΣΙΟΛΑΤΡΙΚΟΥ ὁμίλου: ἐκδρομή εἰς Κασσάνδρα. ΤΟΥ ΟΜΙΛΟΥ «Ἡ Πρόοδος»: ἐκδρομή εἰς Ἀσπρόβαλτα. ΤΟΥ ΣΥΛΛΟΓΟΥ Χαλκιδικῶν: ἐκδρομή εἰς Νέα Μουδανιά καί Ἅγιον Ὄρος... ΤΟΥ ΣΥΛΛΟΓΟΥ Ἐμπορικῶν Ὑπαλλήλων: ἐκδρομή εἰς Χαλκιδικήν. ΤΟΥ ΕΛΛΗΝΙΚΟΥ Ὀρειβατικοῦ Συνδέσμου: ἐκδρομή εἰς τό ὄρος Ὄλυμπος. ΤΟΥ ΦΥΣΙΟΛΑΤΡΙΚΟΥ ὁμίλου: ἐκδρομή εἰς Κασσάνδρα. ΤΟΥ ΟΜΙΛΟΥ «Ἡ Πρόοδος»: ἐκδρομή εἰς Ἀσπρόβαλτα. ΤΟΥ ΣΥΛΛΟΓΟΥ Χαλκιδικῶν: ἐκδρομή εἰς Νέα Μουδανιά καί Ἅγιον Ὄρος... ΤΗΣ ΥΠΗΡΕΣΙΑΣ Σχολικῶν Ἐκδρομῶν: αἱ δηλώσεις συμμετοχῆς γίνονται δεκταί εἰς τά γραφεῖα τῶν ὁμίλων μέχρι τήν Παρασκευήν τό βράδυ... ΤΟΥ ΣΥΛΛΟΓΟΥ Ἐμπορικῶν Ὑπαλλήλων: ἐκδρομή εἰς Χαλκιδικήν. ΤΟΥ ΕΛΛΗΝΙΚΟΥ Ὀρειβατικοῦ Συνδέσμου: ἐκδρομή εἰς τό ὄρος Ὄλυμπος. ΤΟΥ ΦΥΣΙΟΛΑΤΡΙΚΟΥ ὁμίλου: ἐκδρομή εἰς Κασσάνδρα. ΤΟΥ ΟΜΙΛΟΥ «Ἡ Πρόοδος»: ἐκδρομή εἰς Ἀσπρόβαλτα. ΤΟΥ ΣΥΛΛΟΓΟΥ Χαλκιδικῶν: ἐκδρομή εἰς Νέα Μουδανιά καί Ἅγιον Ὄρος... (1396, 1402, 1578, 2225)
crossword-cell (832, 1316, 850, 1334)
philosophy-title: ΑΔΑΗΣ ΚΑΙ ΕΓΩ-Ι-ΣΤΗΣ (445, 522, 574, 533)
cinema-listing: ΜΑΙΟΣ (Αγγλοθεν): «Νεαροί κατάσκοποι» (1040, 499, 1200, 520)
cinema-list (1040, 399, 1200, 571)
cinema-listing: ΑΝΕΡΦΩ (Πλάτωνος): «Ὁ ἥρωας ἀπό τό Λονδίνο» (1040, 1298, 1200, 1319)
cinema-listing: ΝΙΚΑΙΑ (Νέα Εὐκαρπία): «Ἡ ἔρημος τῶν λύκων» (1040, 1675, 1200, 1696)
cinema-listing: ΗΛΥΣΙΑ (Ἀριστοτέλους): «Ἡ κόρη τοῦ Ἰταβαδίου» (1040, 449, 1200, 470)
taxi-stand-name: Βαρδαρίου (417, 1262, 467, 1272)
novel-chapter: 1ον (170, 1698, 189, 1709)
letters-s3: Ἐπιτροπή θέας (1396, 386, 1480, 397)
crossword-cell (796, 1226, 814, 1244)
screenings-header: ΑΙ ΠΡΟΒΟΛΑΙ (1396, 902, 1578, 917)
taxi-stand-name: Ναυαρίνου (417, 1334, 468, 1344)
cinema-header: ΟΙ ΚΙΝΗΜΑΤΟΓΡΑΦΟΙ (1040, 345, 1200, 362)
crossword-cell (778, 1262, 796, 1280)
crossword-cell (796, 1352, 814, 1369)
excursion-body-2: ΤΗΣ ΥΠΗΡΕΣΙΑΣ Σχολικῶν Ἐκδρομῶν: αἱ δηλώσεις συμμετοχῆς γίνονται δεκταί εἰς τά γραφεῖα τῶν ὁμίλων μέχρι τήν Παρασκευήν τό βράδυ... ΤΗΣ ΥΠΗΡΕΣΙΑΣ Σχολικῶν Ἐκδρομῶν: αἱ δηλώσεις συμμετοχῆς γίνονται δεκταί εἰς τά γραφεῖα τῶν ὁμίλων μέχρι τήν Παρασκευήν τό βράδυ... ΤΗΣ ΥΠΗΡΕΣΙΑΣ Σχολικῶν Ἐκδρομῶν: αἱ δηλώσεις συμμετοχῆς γίνονται δεκταί εἰς τά γραφεῖα τῶν ὁμίλων μέχρι τήν Παρασκευήν τό βράδυ... ΤΟΥ ΣΥΛΛΟΓΟΥ Ἐμπορικῶν Ὑπαλλήλων: ἐκδρομή εἰς Χαλκιδικήν. ΤΟΥ ΕΛΛΗΝΙΚΟΥ Ὀρειβατικοῦ Συνδέσμου: ἐκδρομή εἰς τό ὄρος Ὄλυμπος. ΤΟΥ ΦΥΣΙΟΛΑΤΡΙΚΟΥ ὁμίλου: ἐκδρομή εἰς Κασσάνδρα. ΤΟΥ ΟΜΙΛΟΥ «Ἡ Πρόοδος»: ἐκδρομή εἰς Ἀσπρόβαλτα. ΤΟΥ ΣΥΛΛΟΓΟΥ Χαλκιδικῶν: ἐκδρομή εἰς Νέα Μουδανιά καί Ἅγιον Ὄρος... (1207, 2002, 1387, 2254)
crossword-cell (814, 1262, 832, 1280)
letters-s4: «Θέατρον Τέχνης» (1207, 777, 1311, 788)
daily-section (610, 148, 1034, 1167)
novel-para-10: Ἐκείνη τή νύχτα δέν κοιμήθηκε. Ἡ εἰκόνα της τόν ἀκολουθοῦσε παντοῦ, σάν σκιά, σάν ὄνειρο πού δέν ἤθελε νά τελειώσῃ... ΕΙΧΕ βρίσκει καταφύγιο σέ μακρινό χρόνια, μικρός μαθητής, στό συμπόσιο τῆς μοναξιᾶς του. Ἡ πόλη κοιμόταν καί ἐκεῖνος περιπλανιόταν στούς δρόμους ἀναζητώντας μιά φωνή, ἕνα χαμόγελο, ἕνα βλέμμα πού θά τόν καλοῦσε νά ζήσῃ... ΕΙΧΕ βρίσκει καταφύγιο σέ μακρινό χρόνια, μικρός μαθητής, στό συμπόσιο τῆς μοναξιᾶς του. Ἡ πόλη κοιμόταν καί ἐκεῖνος περιπλανιόταν στούς δρόμους ἀναζητώντας μιά φωνή, ἕνα χαμόγελο, ἕνα βλέμμα πού θά τόν καλοῦσε νά ζήσῃ... (678, 1823, 1032, 1922)
pharmacies-duty: ΔΙΑΝΥΚΤΕΡΕΥΟΝΤΑ (454, 712, 565, 723)
daily-para-3: Π ΡΟΣΩΠΑ Ἐπιστημονικά ἔρευνα ἀνέδειξε ὅτι ἡ βρεφική ἡλικία χρειάζεται περισσότερη ἀγάπη καί φροντίδα ἀπό ὅσο πιστεύεται... ΡΟΣΩΠΑ Ἐπιστημονικά ἔρευνα ἀνέδειξε ὅτι ἡ βρεφική ἡλικία χρειάζεται περισσότερη ἀγάπη καί φροντίδα ἀπό ὅσο πιστεύεται... ΡΟΣΩΠΑ Ἐπιστημονικά ἔρευνα ἀνέδειξε ὅτι ἡ βρεφική ἡλικία χρειάζεται περισσότερη ἀγάπη καί φροντίδα ἀπό ὅσο πιστεύεται... ΡΟΣΩΠΑ Ἐπιστημονικά ἔρευνα ἀνέδειξε ὅτι ἡ βρεφική ἡλικία χρειάζεται περισσότερη ἀγάπη καί φροντίδα ἀπό ὅσο πιστεύεται... (610, 540, 818, 696)
crossword-header: ΤΟ ΣΤΑΥΡΟΛΕΞΟΝ (610, 1172, 1034, 1212)
crossword-cell (706, 1244, 724, 1262)
taxi-stand-name: Κρήνης (417, 1322, 451, 1332)
taxi-list (417, 1214, 601, 1393)
letters-b5: Εἰς τό θέατρον τοῦ Δάσους, ἡ Κρατική Σκηνή καί ὁ θίασος τοῦ Θεάτρου Τέχνης θά δώσουν παραστάσεις κατά τήν ἑβδομάδα πού ἔρχεται... Εἰς τό θέατρον τοῦ Δάσους, ἡ Κρατική Σκηνή καί ὁ θίασος τοῦ Θεάτρου Τέχνης θά δώσουν παραστάσεις κατά τήν ἑβδομάδα πού ἔρχεται... Εἰς τό θέατρον τοῦ Δάσους, ἡ Κρατική Σκηνή καί ὁ θίασος τοῦ Θεάτρου Τέχνης θά δώσουν παραστάσεις κατά τήν ἑβδομάδα πού ἔρχεται... (1207, 791, 1387, 934)
letters-header: ΓΡΑΜΜΑΤΑ ΚΑΙ ΤΕΧΝΑΙ (1207, 148, 1578, 186)
left-para-1: Η ΚΡΙΣΙΣ καί εἰς τόν τόπον μας νά τίθεται τό θέμα τῆς χρησιμοποιήσεως τῆς γυναικός εἰς τόν θαλάσσιον στίβον. Καί ἡ ἀρχή ἔγινε ἀπό τόν χρησιμοποίησιν τῆς γυναικός εἰς ἐργασίας τῆς ναυτιλίας ὅπου ἐπί ἐτῶν ἐθεωρεῖτο ἀδιανόητον. Τί γίνεται, ὅμως, μέ τήν ἐκπαίδευσιν καί τά προσόντα; Αὐτό εἶναι τό μεγάλο ἐρώτημα πού τίθεται σήμερον... ΚΡΙΣΙΣ καί εἰς τόν τόπον μας νά τίθεται τό θέμα τῆς χρησιμοποιήσεως τῆς γυναικός εἰς τόν θαλάσσιον στίβον. Καί ἡ ἀρχή ἔγινε ἀπό τόν χρησιμοποίησιν τῆς γυναικός εἰς ἐργασίας τῆς ναυτιλίας ὅπου ἐπί ἐτῶν ἐθεωρεῖτο ἀδιανόητον. Τί γίνεται, ὅμως, μέ τήν ἐκπαίδευσιν καί τά προσόντα; Αὐτό εἶναι τό μεγάλο ἐρώτημα πού τίθεται σήμερον... ΚΡΙΣΙΣ καί εἰς τόν τόπον μας νά τίθεται τό θέμα τῆς χρησιμοποιήσεως τῆς γυναικός εἰς τόν θαλάσσιον στίβον. Καί ἡ ἀρχή ἔγινε ἀπό τόν χρησιμοποίησιν τῆς γυναικός εἰς ἐργασίας τῆς ναυτιλίας ὅπου ἐπί ἐτῶν ἐθεωρεῖτο ἀδιανόητον. Τί γίνεται, ὅμως, μέ τήν ἐκπαίδευσιν καί τά προσόντα; Αὐτό εἶναι τό μεγάλο ἐρώτημα πού τίθεται σήμερον... ΚΡΙΣΙΣ καί εἰς τόν τόπον μας νά τίθεται τό θέμα τῆς χρησιμοποιήσεως τῆς γυναικός εἰς τόν θαλάσσιον στίβον. Καί ἡ ἀρχή ἔγινε ἀπό τόν χρησιμοποίησιν τῆς γυναικός εἰς ἐργασίας τῆς ναυτιλίας ὅπου ἐπί ἐτῶν ἐθεωρεῖτο ἀδιανόητον. Τί γίνεται, ὅμως, μέ τήν ἐκπαίδευσιν καί τά προσόντα; Αὐτό εἶναι τό μεγάλο ἐρώτημα πού τίθεται σήμερον... (20, 151, 411, 359)
novel-para-7: Ἡ Ἰταλία ἦταν στό θέρμο τοῦ καλοκαιριοῦ. Οἱ δρόμοι ἦταν γεμάτοι φῶς καί θόρυβο, κι ὁ νεαρός ἄνδρας περπατοῦσε χωρίς σκοπό, κρατώντας στά χέρια του ἕνα βιβλίο πού δέν εἶχε διαβάσει ποτέ... Ἡ Ἰταλία ἦταν στό θέρμο τοῦ καλοκαιριοῦ. Οἱ δρόμοι ἦταν γεμάτοι φῶς καί θόρυβο, κι ὁ νεαρός ἄνδρας περπατοῦσε χωρίς σκοπό, κρατώντας στά χέρια του ἕνα βιβλίο πού δέν εἶχε διαβάσει ποτέ... ΕΙΧΕ βρίσκει καταφύγιο σέ μακρινό χρόνια, μικρός μαθητής, στό συμπόσιο τῆς μοναξιᾶς του. Ἡ πόλη κοιμόταν καί ἐκεῖνος περιπλανιόταν στούς δρόμους ἀναζητώντας μιά φωνή, ἕνα χαμόγελο, ἕνα βλέμμα πού θά τόν καλοῦσε νά ζήσῃ... (349, 1904, 668, 2025)
left-title-line1: Η ΘΕΣΣΑΛΟΝΙΚΗ (51, 61, 380, 101)
crossword-solution-title: Η ΛΥΣΙΣ ΤΟΥ ΧΘΕΣΙΝΟΥ (864, 1403, 996, 1414)
cinema-listing: ΣΤΑΥΡΟΥΠΟΛΙΣ τηλ. 21-680: «Τό ἔγκλημα» (1040, 1203, 1200, 1224)
taxi-row (417, 1334, 601, 1346)
crossword-cell (832, 1280, 850, 1298)
crossword-solution: Ὁριζοντίως: 1) ΝΑΥΑΓΟΣ. 2) ΓΕΡΑΣΤΑ. 3) ΣΑΠΟΥΝΙ. 4) ΙΠΠΟΙ. 5) ΑΓΕΛΗ. Καθέτως: 1) ΝΕΣΤΩΡ. 2) ΑΡΑΠΗΣ. 3) ΥΣΤΕΡΟΣ. 4) ΑΤΟΜΟ. (826, 1419, 1033, 1462)
novel-col-3 (678, 1710, 1032, 2308)
crossword-cell: 1 (688, 1226, 706, 1244)
letters-s5: Κουαρτέττο (1396, 752, 1463, 763)
crossword-cell: 4 (688, 1280, 706, 1298)
cinema-listing: ΗΡΑΚΛΕΙΑ τηλ. 36-540: «Ἡ ἐπισκοπή» καί «Τόν Χειμώνα» (1040, 743, 1200, 764)
crossword-across: ΟΡΙΖΟΝΤΙΩΣ: 1) Ἀθηναϊκός ἀρχαίος χῶρος. 2) Ἀρχαῖος Θεός. 3) Δίφθογγος. 4) Ἀρχαία πόλις. 5) Λέξις ἐρωτηματική. 6) Σύμφωνα. 7) Κύριον ὄνομα. 8) Ἀνάποδα, ἐντός. 9) Ἀρχαῖος ἥρως. (610, 1407, 816, 1461)
crossword-cell (814, 1334, 832, 1352)
problem-title: Ο ΤΟΚΙΣΜΟΣ (474, 611, 545, 622)
crossword-cell (706, 1334, 724, 1352)
novel-section (20, 1574, 1032, 2312)
crossword-cell (706, 1226, 724, 1244)
excursion-col-b (1396, 1402, 1578, 2260)
taxi-stand-phone: 34-890 (570, 1238, 601, 1248)
date-saints: Νικοδήμου Ἁγιορείτου (467, 122, 552, 131)
letters-b1b: ΜΕ ΤΗΝ συμμετοχήν τῶν καλλιτεχνῶν τοῦ Κρητικοῦ θεάτρου ἐδόθη χθές ἡ πρεμιέρα τοῦ νέου ἔργου εἰς τήν αἴθουσαν τοῦ θερινοῦ θεάτρου. Τό κοινόν ὑπεδέχθη μέ ἐνθουσιασμόν τήν παράστασιν... (1396, 217, 1578, 283)
taxi-stand-phone: 34-267 (570, 1274, 601, 1284)
taxi-stand-name: Καλαμαριά (417, 1310, 469, 1320)
crossword-cell (724, 1334, 742, 1352)
excursion-sub-2: Πρακτικῶς (1207, 1988, 1269, 1999)
taxi-stand-name: Ἅγιος Δημήτριος (417, 1214, 494, 1224)
letters-b1: ΜΕ ΤΗΝ συμμετοχήν τῶν καλλιτεχνῶν τοῦ Κρητικοῦ θεάτρου ἐδόθη χθές ἡ πρεμιέρα τοῦ νέου ἔργου εἰς τήν αἴθουσαν τοῦ θερινοῦ θεάτρου. Τό κοινόν ὑπεδέχθη μέ ἐνθουσιασμόν τήν παράστασιν... ΜΕ ΤΗΝ συμμετοχήν τῶν καλλιτεχνῶν τοῦ Κρητικοῦ θεάτρου ἐδόθη χθές ἡ πρεμιέρα τοῦ νέου ἔργου εἰς τήν αἴθουσαν τοῦ θερινοῦ θεάτρου. Τό (1207, 237, 1387, 347)
pharmacies-open: ΑΝΟΙΚΤΑ ΤΟ ΑΠΟΓΕΥΜΑ (441, 798, 578, 809)
cinema-listing: ΒΕΡΟΙΑ τηλ. 79-511: «Ἔρμιτ ὅλο τά ἔγγια» καί «Ἀπό τήν ἀρχή» (1040, 718, 1200, 739)
pharmacies-header: ΤΑ ΦΑΡΜΑΚΕΙΑ (417, 686, 601, 706)
cinema-listing: ΦΑΡΟΣ τηλ. 20-355: «Μάχη στήν ἔρημο» (1040, 1228, 1200, 1249)
cinema-listing: ΑΙΓΛΗ (Βούτσας): «Ὁ Ἑρμῆς» (1040, 1348, 1177, 1357)
date-week: Ἐβδομὰς Ἀνάσαι (478, 131, 541, 140)
taxi-row (417, 1274, 601, 1286)
novel-para-9: — Ποιά εἶσαι; τή ρώτησε. — Ἕνας ἄγγελος, τοῦ ἀπάντησε χαμογελώντας. Κι ἐκεῖνος ἔμεινε νά τήν κοιτάζῃ, σάν νά μήν πίστευε στά μάτια του... Ὅταν ἔφτασε στήν πλατεία, εἶδε τήν κοπέλα καθισμένη στό σκαλοπάτι τῆς ἐκκλησίας. Φοροῦσε ἕνα λευκό φόρεμα καί κρατοῦσε ἕνα μικρό μπουκέτο λουλούδια. Τά μάτια της ἦταν μεγάλα καί σκοτεινά, γεμάτα μιά θλίψη πού δέν μποροῦσε νά τήν ἐξηγήσῃ... Ὅταν ἔφτασε στήν πλατεία, εἶδε τήν κοπέλα καθισμένη στό σκαλοπάτι τῆς ἐκκλησίας. Φοροῦσε ἕνα λευκό φόρεμα καί κρατοῦσε ἕνα μικρό μπουκέτο λουλούδια. Τά μάτια της ἦταν μεγάλα καί σκοτεινά, γεμάτα μιά θλίψη πού δέν μποροῦσε νά τήν ἐξηγήσῃ... (678, 1710, 1032, 1819)
cinema-listing: ΔΙΑΝΑ (Τούμπα): «Πρίγκηπας τῆς πόλεως» (1040, 1486, 1200, 1507)
cinema-listing: ΑΙΓΑΙΟΝ (Βύρωνος): «Καλινίκα» καί «Ἀλάνθουν» (1040, 1361, 1200, 1382)
crossword-cell (760, 1352, 778, 1369)
cinema-listing: ΑΕΛΛΩ τηλ. 76.420: «Μάρθα» καί «Λέτε ποτέ βούρτσα νά γίνουν...» (1040, 607, 1200, 628)
theater-listing: ΔΙΑΝΑ Τηλ. 80-840 (ἄναμα τῆς Βόρειας ὁδοῦ): «Ὁ διάβολος ἔρχεται». Μουσική Αἰμ. (1040, 188, 1200, 219)
crossword-cell (832, 1334, 850, 1352)
crossword-cell (742, 1262, 760, 1280)
cinema-listing: ΛΗΤΩ τηλ. 41-551: «Οἱ ἀτρόμητοι» (1040, 1128, 1200, 1149)
crossword-cell: 2 (688, 1244, 706, 1262)
letters-b4: Εἰς τό Θέατρον τοῦ Δάσους θά παρουσιασθῇ τό ἔργον μέ τήν συμμετοχήν γνωστῶν ἠθοποιῶν τῆς ἐποχῆς. Ἡ εἴσοδος ἐλευθέρα διά τούς φοιτητάς... Εἰς τό Θέατρον τοῦ Δάσους θά παρουσιασθῇ τό ἔργον μέ τήν συμμετοχήν γνωστῶν ἠθοποιῶν τῆς ἐποχῆς. Ἡ εἴσοδος ἐλευθέρα διά τούς φοιτητάς... Εἰς τό Θέατρον τοῦ Δάσους θά παρουσιασθῇ τό ἔργον μέ τήν συμμετοχήν γνωστῶν ἠθοποιῶν τῆς ἐποχῆς. Ἡ εἴσοδος ἐλευθέρα διά τούς φοιτητάς... (1207, 628, 1387, 771)
crossword-cell (832, 1226, 850, 1244)
cinema-listing: ΕΛΛΗ τηλ. 28-117: «Ἀναπαρχομενος» καί «Ὁ ἀστροναύτης» (1040, 1028, 1200, 1060)
letters-b8b: Εἰς τό θέατρον τοῦ Δάσους, ἡ Κρατική Σκηνή καί ὁ θίασος τοῦ Θεάτρου Τέχνης θά δώσουν παραστάσεις κατά τήν ἑβδομάδα πού ἔρχεται... (1207, 1136, 1387, 1191)
crossword-cell (742, 1280, 760, 1298)
taxi-stand-name: Ἀλλατίνη (417, 1238, 461, 1248)
cinema-listing: ΚΑΤΙΑ (Συκεές): «Σαμψών» καί «Ὁ Ἡρακλῆς» (1040, 1561, 1200, 1582)
taxi-stand-phone: 34-808 (570, 1226, 601, 1236)
novel-para-6: — Ποιά εἶσαι; τή ρώτησε. — Ἕνας ἄγγελος, τοῦ ἀπάντησε χαμογελώντας. Κι ἐκεῖνος ἔμεινε νά τήν κοιτάζῃ, σάν νά μήν πίστευε στά μάτια του... — Ποιά εἶσαι; τή ρώτησε. — Ἕνας ἄγγελος, τοῦ ἀπάντησε χαμογελώντας. Κι ἐκεῖνος ἔμεινε νά τήν κοιτάζῃ, σάν νά μήν πίστευε στά μάτια του... — Ποιά εἶσαι; τή ρώτησε. — Ἕνας ἄγγελος, τοῦ ἀπάντησε χαμογελώντας. Κι ἐκεῖνος ἔμεινε νά τήν κοιτάζῃ, σάν νά μήν πίστευε στά μάτια του... (349, 1812, 668, 1900)
novel-next: ΑΥΡΙΟΝ: Ἡ συνέχεια (716, 2297, 843, 2308)
date-box (417, 55, 601, 204)
cinema-listing: ΑΛΕΞΑΝΔΡΟΣ τηλ. 73-310: «Ἐρωτικές νύχτες» καί «Ἀρόνα» (1040, 632, 1200, 653)
rule-4 (1203, 148, 1204, 2312)
taxi-stand-name: Πλατεία Δικαστηρίων (417, 1346, 519, 1355)
taxi-stand-name: Καμάρας (417, 1298, 459, 1308)
theaters-column (1040, 148, 1200, 2312)
crossword-cell (706, 1352, 724, 1369)
letters-b6: Τό μουσικό ἔργο τοῦ καλλιτέχνου θά παρουσιασθῇ ἀπό τό κουαρτέττο τῆς πόλεως εἰς τήν αἴθουσαν τῆς Ἑταιρείας Μακεδονικῶν Σπουδῶν... Τό μουσικό ἔργο τοῦ καλλιτέχνου θά παρουσιασθῇ ἀπό τό κουαρτέττο τῆς πόλεως εἰς τήν αἴθουσαν τῆς Ἑταιρείας Μακεδονικῶν Σπουδῶν... Τό μουσικό ἔργο τοῦ καλλιτέχνου θά παρουσιασθῇ ἀπό τό κουαρτέττο τῆς πόλεως εἰς τήν αἴθουσαν τῆς Ἑταιρείας Μακεδονικῶν Σπουδῶν... (1396, 766, 1578, 898)
daily-col2-para-4: Μ Η ΚΟΠΕΛΙΑ θέλει νά πάη στήν Ἰταλία νά δοκιμάσῃ τήν τύχη της, ἀλλά δέν ἔχει ἀρκετά χρήματα γιά τό ταξίδι... Η ΚΟΠΕΛΙΑ θέλει νά πάη στήν Ἰταλία νά δοκιμάσῃ τήν τύχη της, ἀλλά δέν ἔχει ἀρκετά χρήματα γιά τό ταξίδι... Η ΚΟΠΕΛΙΑ θέλει νά πάη στήν Ἰταλία νά δοκιμάσῃ τήν τύχη της, ἀλλά δέν ἔχει ἀρκετά χρήματα γιά τό ταξίδι... Η ΚΟΠΕΛΙΑ θέλει νά πάη στήν Ἰταλία νά δοκιμάσῃ τήν τύχη της, ἀλλά δέν ἔχει ἀρκετά χρήματα γιά τό ταξίδι... (826, 566, 1033, 700)
crossword-cell (724, 1280, 742, 1298)
crossword-cell (760, 1280, 778, 1298)
daily-para-5: Κ ΑΠΟΙΟΣ ρωτᾷ: Ποιός εἶναι ὁ καλύτερος τρόπος γιά νά ζήσῃ κανείς εὐτυχισμένος; Κι ἀπαντᾷ ὁ ἴδιος: νά μήν ζητᾷ τίποτε... ΑΠΟΙΟΣ ρωτᾷ: Ποιός εἶναι ὁ καλύτερος τρόπος γιά νά ζήσῃ κανείς εὐτυχισμένος; Κι ἀπαντᾷ ὁ ἴδιος: νά μήν ζητᾷ τίποτε... ΑΠΟΙΟΣ ρωτᾷ: Ποιός εἶναι ὁ καλύτερος τρόπος γιά νά ζήσῃ κανείς εὐτυχισμένος; Κι ἀπαντᾷ ὁ ἴδιος: νά μήν ζητᾷ τίποτε... (610, 822, 818, 935)
crossword-cell (796, 1316, 814, 1334)
ships-header: ΚΑΤΑΠΛΟΙ (417, 1071, 601, 1091)
cinema-listing: ΚΟΣΜΟΣ (Καλαμαριά): «Ἡ μεγάλη ἔξοδος» (1040, 1586, 1200, 1607)
crossword-cell (832, 1244, 850, 1262)
taxi-row (417, 1250, 601, 1262)
rule-5 (20, 1569, 1032, 1571)
crossword-cell (796, 1369, 814, 1387)
crossword-cell (814, 1298, 832, 1316)
crossword-cell (796, 1244, 814, 1262)
info-column (417, 55, 601, 1566)
